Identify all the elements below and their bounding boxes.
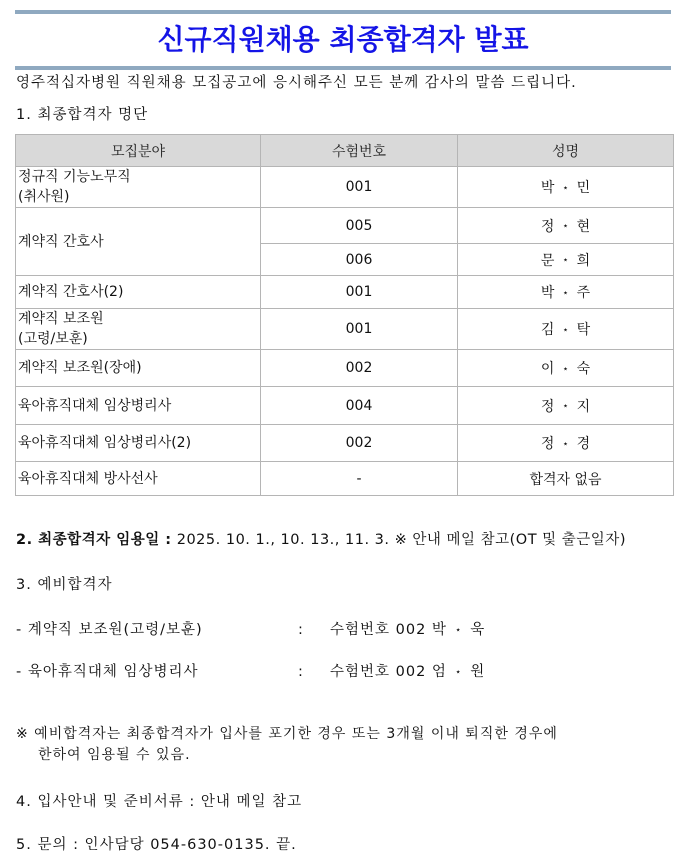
category-cell: 정규직 기능노무직 (취사원) bbox=[16, 167, 261, 208]
name-cell: 이 ⋆ 숙 bbox=[458, 350, 674, 387]
table-row bbox=[16, 309, 674, 350]
section4-onboarding: 4. 입사안내 및 준비서류 : 안내 메일 참고 bbox=[16, 794, 303, 810]
category-cell: 육아휴직대체 임상병리사 bbox=[16, 387, 261, 425]
category-cell: 계약직 보조원 (고령/보훈) bbox=[16, 309, 261, 350]
category-cell: 계약직 보조원(장애) bbox=[16, 350, 261, 387]
number-cell: 001 bbox=[261, 167, 458, 208]
name-cell: 문 ⋆ 희 bbox=[458, 244, 674, 276]
reserve-note: ※ 예비합격자는 최종합격자가 입사를 포기한 경우 또는 3개월 이내 퇴직한 경우에 한하여 임용될 수 있음. bbox=[16, 726, 558, 763]
header-name: 성명 bbox=[458, 135, 674, 167]
category-cell: 계약직 간호사(2) bbox=[16, 276, 261, 309]
bottom-rule bbox=[15, 66, 671, 70]
section2-start-date bbox=[16, 528, 626, 549]
number-cell: 001 bbox=[261, 276, 458, 309]
mask-star-icon: ⋆ bbox=[562, 438, 569, 450]
number-cell: 004 bbox=[261, 387, 458, 425]
number-cell: 002 bbox=[261, 425, 458, 462]
mask-star-icon: ⋆ bbox=[562, 287, 569, 299]
number-cell: 006 bbox=[261, 244, 458, 276]
table-row bbox=[16, 276, 674, 309]
name-cell: 정 ⋆ 지 bbox=[458, 387, 674, 425]
reserve-item: - 계약직 보조원(고령/보훈) : 수험번호 002 박 ⋆ 욱 bbox=[16, 622, 486, 638]
section3-heading: 3. 예비합격자 bbox=[16, 577, 113, 593]
final-results-table bbox=[15, 134, 674, 496]
mask-star-icon: ⋆ bbox=[562, 363, 569, 375]
table-row bbox=[16, 208, 674, 244]
header-category: 모집분야 bbox=[16, 135, 261, 167]
table-row bbox=[16, 167, 674, 208]
mask-star-icon: ⋆ bbox=[562, 324, 569, 336]
name-cell: 합격자 없음 bbox=[458, 462, 674, 496]
table-row bbox=[16, 462, 674, 496]
mask-star-icon: ⋆ bbox=[454, 666, 463, 678]
mask-star-icon: ⋆ bbox=[562, 221, 569, 232]
mask-star-icon: ⋆ bbox=[562, 255, 569, 266]
table-row bbox=[16, 350, 674, 387]
category-cell: 육아휴직대체 방사선사 bbox=[16, 462, 261, 496]
table-header-row bbox=[16, 135, 674, 167]
number-cell: - bbox=[261, 462, 458, 496]
section2-label: 2. 최종합격자 임용일 : bbox=[16, 532, 172, 548]
section1-heading: 1. 최종합격자 명단 bbox=[16, 107, 149, 123]
category-cell: 육아휴직대체 임상병리사(2) bbox=[16, 425, 261, 462]
number-cell: 005 bbox=[261, 208, 458, 244]
reserve-item: - 육아휴직대체 임상병리사 : 수험번호 002 엄 ⋆ 원 bbox=[16, 664, 486, 680]
name-cell: 박 ⋆ 민 bbox=[458, 167, 674, 208]
mask-star-icon: ⋆ bbox=[562, 401, 569, 412]
number-cell: 001 bbox=[261, 309, 458, 350]
table-row bbox=[16, 425, 674, 462]
name-cell: 박 ⋆ 주 bbox=[458, 276, 674, 309]
page-title: 신규직원채용 최종합격자 발표 bbox=[157, 23, 529, 56]
name-cell: 김 ⋆ 탁 bbox=[458, 309, 674, 350]
section5-contact: 5. 문의 : 인사담당 054-630-0135. 끝. bbox=[16, 837, 297, 853]
number-cell: 002 bbox=[261, 350, 458, 387]
top-rule bbox=[15, 10, 671, 14]
mask-star-icon: ⋆ bbox=[562, 182, 569, 194]
name-cell: 정 ⋆ 현 bbox=[458, 208, 674, 244]
table-row bbox=[16, 387, 674, 425]
category-cell: 계약직 간호사 bbox=[16, 208, 261, 276]
mask-star-icon: ⋆ bbox=[454, 624, 463, 636]
section2-value: 2025. 10. 1., 10. 13., 11. 3. ※ 안내 메일 참고(OT 및 출근일자) bbox=[171, 532, 626, 548]
name-cell: 정 ⋆ 경 bbox=[458, 425, 674, 462]
intro-text: 영주적십자병원 직원채용 모집공고에 응시해주신 모든 분께 감사의 말씀 드립니다. bbox=[16, 75, 577, 91]
header-number: 수험번호 bbox=[261, 135, 458, 167]
